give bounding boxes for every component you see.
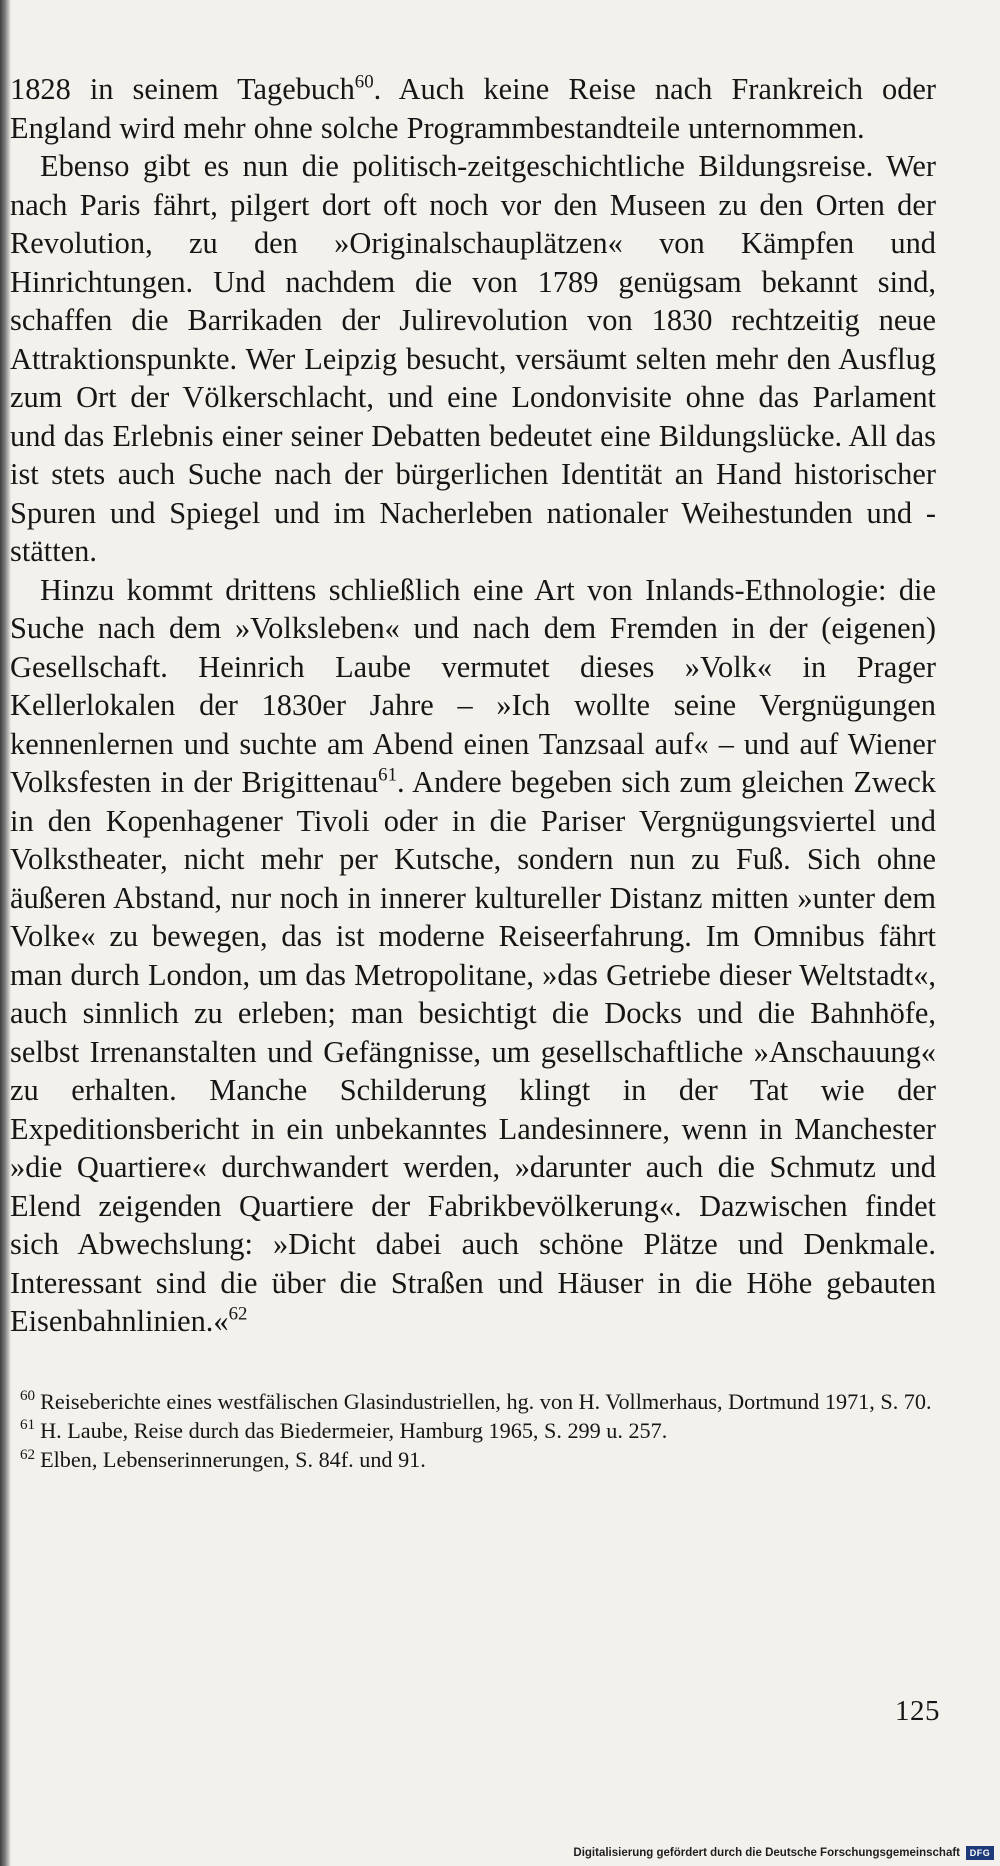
- paragraph-text: . Auch keine Reise nach Frankreich oder England wird mehr ohne solche Programmbestandteile unternommen.: [10, 72, 937, 145]
- paragraph-text: Hinzu kommt drittens schließlich eine Art von Inlands-Ethnologie: die Suche nach dem »Volksleben« und nach dem Fremden in der (eigenen) Gesellschaft. Heinrich Laube vermutet dieses »Volk« in Prager Kellerlokalen der 1830er Jahre – »Ich wollte seine Vergnügungen kennenlernen und suchte am Abend einen Tanzsaal auf« – und auf Wiener Volksfesten in der Brigittenau: [10, 572, 936, 799]
- book-page: [10, 70, 936, 1474]
- footnote-reference: 60: [354, 71, 374, 93]
- footnote-number: 62: [20, 1446, 36, 1463]
- footnotes: [10, 1387, 936, 1475]
- paragraph-text: . Andere begeben sich zum gleichen Zweck in den Kopenhagener Tivoli oder in die Pariser Vergnügungsviertel und Volkstheater, nicht mehr per Kutsche, sondern nun zu Fuß. Sich ohne äußeren Abstand, nur noch in innerer kultureller Distanz mitten »unter dem Volke« zu bewegen, das ist moderne Reiseerfahrung. Im Omnibus fährt man durch London, um das Metropolitane, »das Getriebe dieser Weltstadt«, auch sinnlich zu erleben; man besichtigt die Docks und die Bahnhöfe, selbst Irrenanstalten und Gefängnisse, um gesellschaftliche »Anschauung« zu erhalten. Manche Schilderung klingt in der Tat wie der Expeditionsbericht in ein unbekanntes Landesinnere, wenn in Manchester »die Quartiere« durchwandert werden, »darunter auch die Schmutz und Elend zeigenden Quartiere der Fabrikbevölkerung«. Dazwischen findet sich Abwechslung: »Dicht dabei auch schöne Plätze und Denkmale. Interessant sind die über die Straßen und Häuser in die Höhe gebauten Eisenbahnlinien.«: [10, 765, 936, 1338]
- page-number: 125: [895, 1695, 940, 1727]
- footnote-reference: 62: [228, 1303, 248, 1325]
- dfg-logo-icon: DFG: [966, 1846, 994, 1860]
- footnote: [20, 1387, 936, 1416]
- footnote-text: Reiseberichte eines westfälischen Glasindustriellen, hg. von H. Vollmerhaus, Dortmund 1971, S. 70.: [40, 1388, 932, 1414]
- paragraph-text: 1828 in seinem Tagebuch: [10, 72, 355, 106]
- paragraph-text: Ebenso gibt es nun die politisch-zeitgeschichtliche Bildungsreise. Wer nach Paris fährt, pilgert dort oft noch vor den Museen zu den Orten der Revolution, zu den »Originalschauplätzen« von Kämpfen und Hinrichtungen. Und nachdem die von 1789 genügsam bekannt sind, schaffen die Barrikaden der Julirevolution von 1830 rechtzeitig neue Attraktionspunkte. Wer Leipzig besucht, versäumt selten mehr den Ausflug zum Ort der Völkerschlacht, und eine Londonvisite ohne das Parlament und das Erlebnis einer seiner Debatten bedeutet eine Bildungslücke. All das ist stets auch Suche nach der bürgerlichen Identität an Hand historischer Spuren und Spiegel und im Nacherleben nationaler Weihestunden und -stätten.: [10, 149, 936, 568]
- funding-notice-text: Digitalisierung gefördert durch die Deutsche Forschungsgemeinschaft: [573, 1847, 960, 1859]
- footnote-text: H. Laube, Reise durch das Biedermeier, Hamburg 1965, S. 299 u. 257.: [40, 1417, 668, 1443]
- paragraph: [10, 70, 936, 147]
- paragraph: [10, 147, 936, 571]
- main-text: [10, 70, 936, 1341]
- footnote-number: 61: [20, 1417, 36, 1434]
- funding-notice: [573, 1846, 994, 1860]
- footnote: [20, 1416, 936, 1445]
- footnote-reference: 61: [378, 764, 397, 786]
- footnote: [20, 1445, 936, 1474]
- footnote-text: Elben, Lebenserinnerungen, S. 84f. und 91.: [40, 1446, 426, 1472]
- footnote-number: 60: [20, 1388, 36, 1405]
- paragraph: [10, 571, 936, 1341]
